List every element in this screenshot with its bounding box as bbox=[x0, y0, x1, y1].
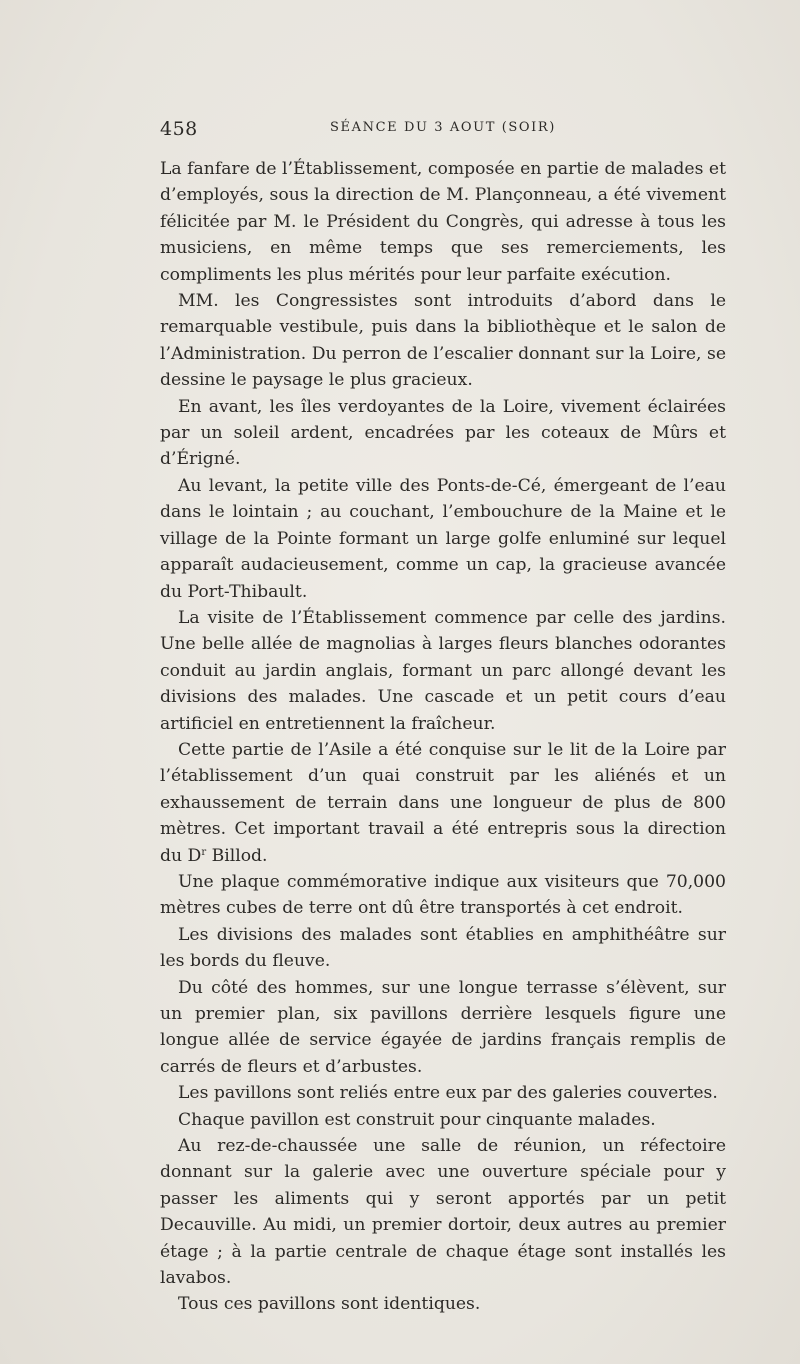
paragraph-identiques: Tous ces pavillons sont identiques. bbox=[178, 1294, 481, 1315]
paragraph-divisions: Les divisions des malades sont établies en amphithéâtre sur les bords du fleuve. bbox=[160, 924, 726, 972]
running-title: SÉANCE DU 3 AOUT (SOIR) bbox=[330, 120, 556, 135]
paragraph-fanfare: La fanfare de l’Établissement, composée en partie de malades et d’employés, sous la direction de M. Plançonneau, a été vivement félicitée par M. le Président du Congrès, qui adresse à tous les musiciens, en même temps que ses remerciements, les compliments les plus mérités pour leur parfaite exécution. bbox=[160, 159, 726, 285]
page-header bbox=[160, 118, 726, 146]
body-text bbox=[160, 156, 726, 1318]
paragraph-plaque: Une plaque commémorative indique aux visiteurs que 70,000 mètres cubes de terre ont dû être transportés à cet endroit. bbox=[160, 871, 726, 919]
paragraph-rez-de-chaussee: Au rez-de-chaussée une salle de réunion, un réfectoire donnant sur la galerie avec une ouverture spéciale pour y passer les aliments qui y seront apportés par un petit Decauville. Au midi, un premier dortoir, deux autres au premier étage ; à la partie centrale de chaque étage sont installés les lavabos. bbox=[160, 1136, 726, 1289]
paragraph-quai-text: Cette partie de l’Asile a été conquise sur le lit de la Loire par l’établissement d’un quai construit par les aliénés et un exhaussement de terrain dans une longueur de plus de 800 mètres. Cet important travail a été entrepris sous la direction du D bbox=[160, 739, 726, 866]
paragraph-galeries: Les pavillons sont reliés entre eux par des galeries couvertes. bbox=[178, 1083, 718, 1104]
paragraph-hommes: Du côté des hommes, sur une longue terrasse s’élèvent, sur un premier plan, six pavillons derrière lesquels figure une longue allée de service égayée de jardins français remplis de carrés de fleurs et d’arbustes. bbox=[160, 977, 726, 1077]
paragraph-levant: Au levant, la petite ville des Ponts-de-Cé, émergeant de l’eau dans le lointain ; au couchant, l’embouchure de la Maine et le village de la Pointe formant un large golfe enluminé sur lequel apparaît audacieusement, comme un cap, la gracieuse avancée du Port-Thibault. bbox=[160, 475, 726, 602]
paragraph-cinquante: Chaque pavillon est construit pour cinquante malades. bbox=[178, 1109, 656, 1130]
paragraph-quai bbox=[160, 737, 726, 869]
doctor-superscript: r bbox=[201, 846, 207, 858]
page-number: 458 bbox=[160, 118, 198, 140]
paragraph-vestibule: MM. les Congressistes sont introduits d’abord dans le remarquable vestibule, puis dans la bibliothèque et le salon de l’Administration. Du perron de l’escalier donnant sur la Loire, se dessine le paysage le plus gracieux. bbox=[160, 291, 726, 391]
paragraph-quai-tail: Billod. bbox=[206, 845, 268, 866]
paragraph-iles: En avant, les îles verdoyantes de la Loire, vivement éclairées par un soleil ardent, encadrées par les coteaux de Mûrs et d’Érigné. bbox=[160, 396, 726, 470]
paragraph-jardins: La visite de l’Établissement commence par celle des jardins. Une belle allée de magnolias à larges fleurs blanches odorantes conduit au jardin anglais, formant un parc allongé devant les divisions des malades. Une cascade et un petit cours d’eau artificiel en entretiennent la fraîcheur. bbox=[160, 607, 726, 734]
